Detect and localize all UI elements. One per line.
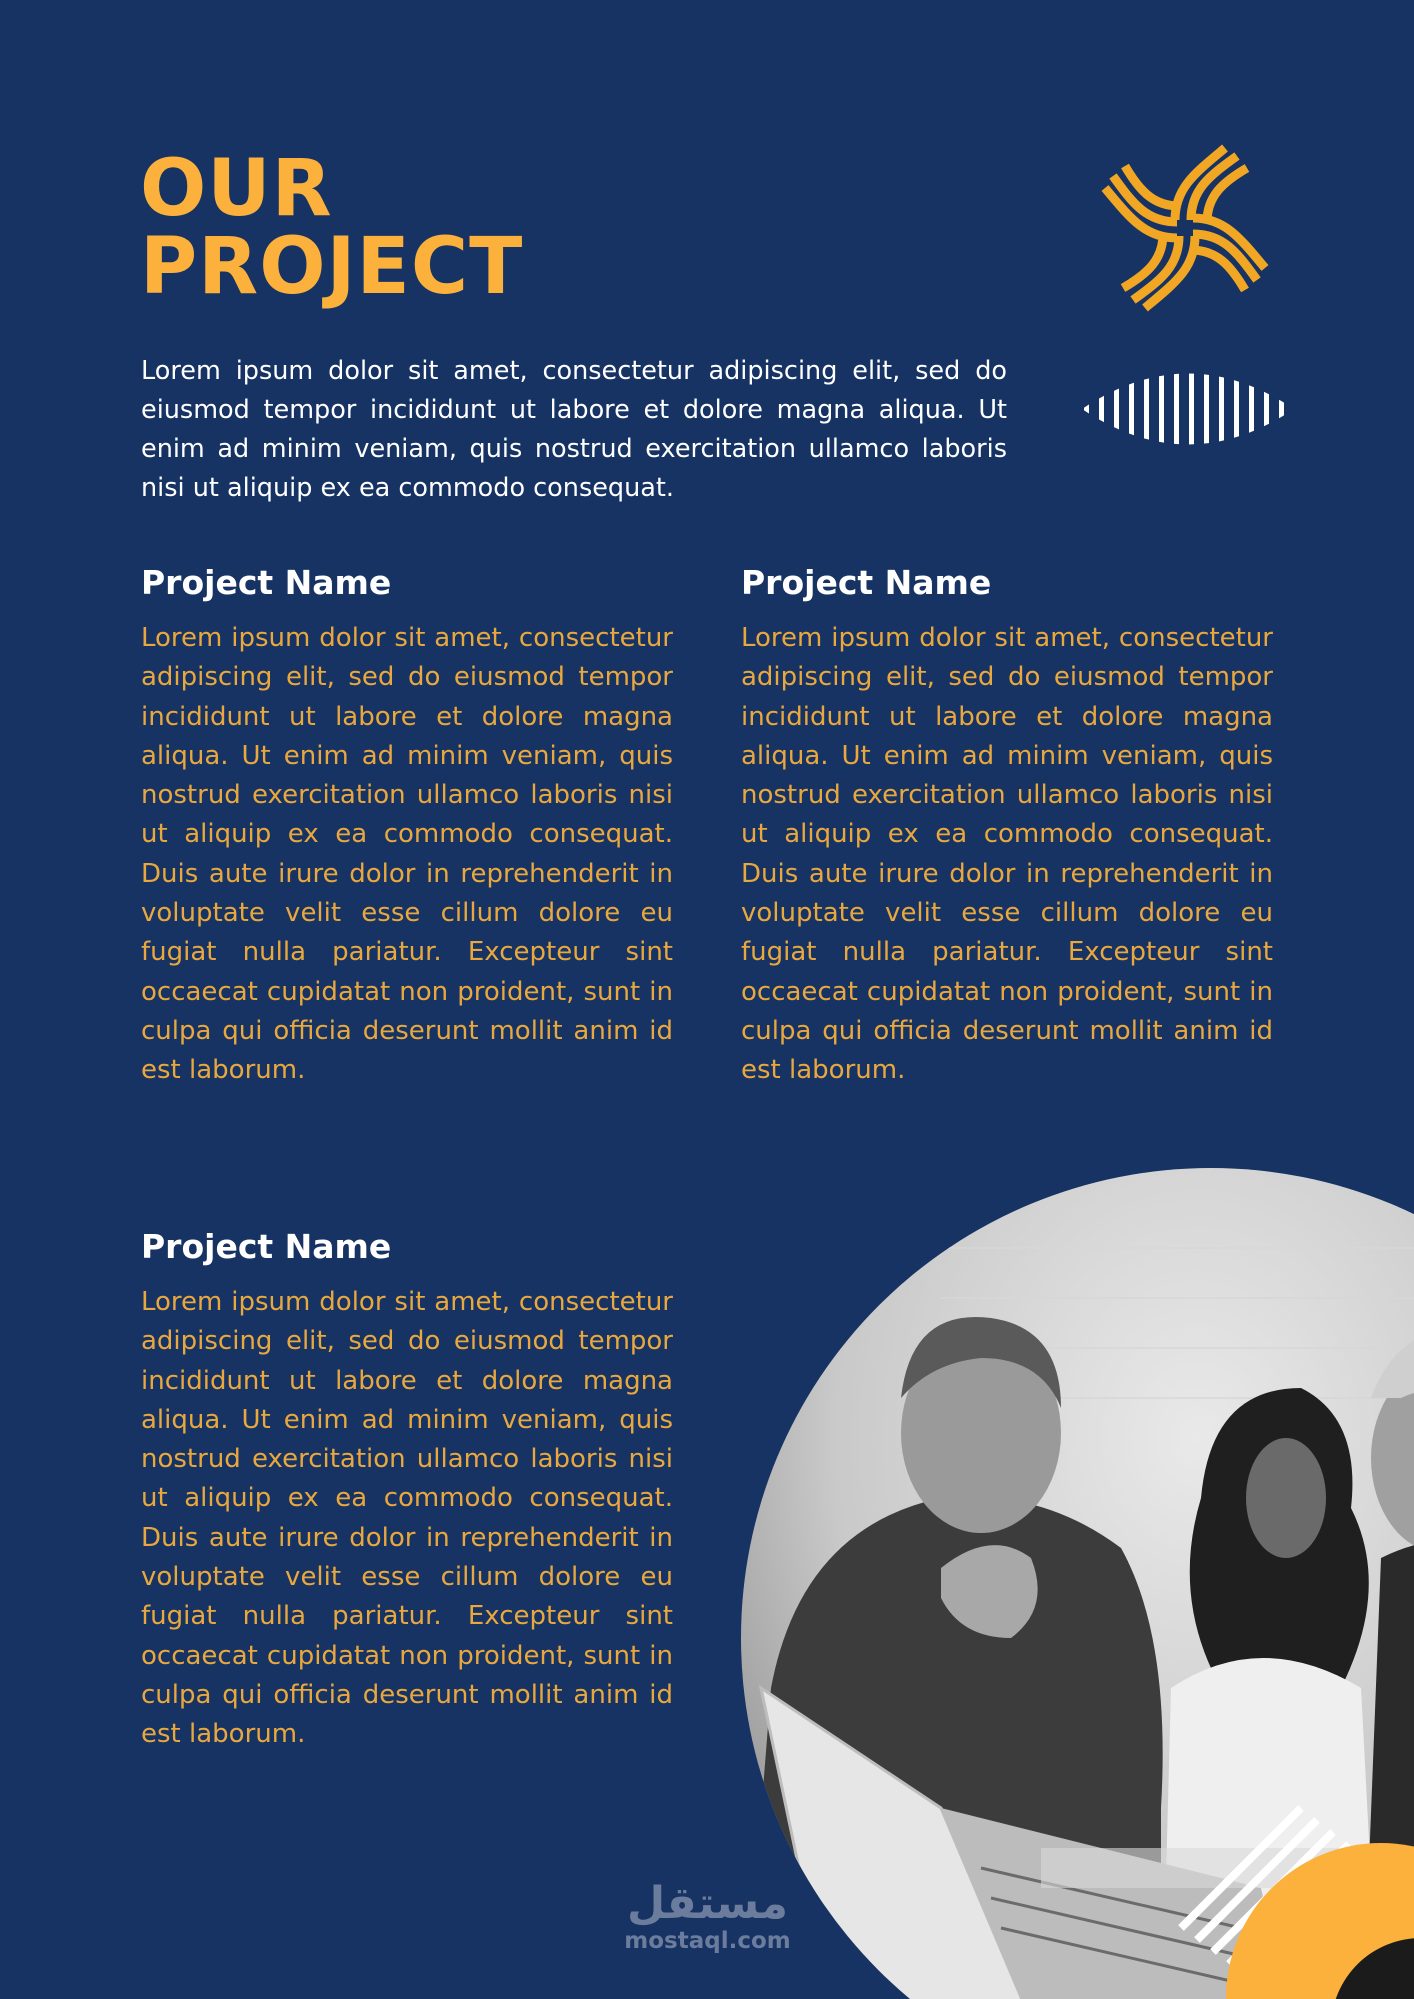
project-section-3 [141,1227,673,1755]
mostaql-watermark [620,1880,795,1954]
title-line-2: PROJECT [140,222,524,312]
vertical-stripes-icon [1082,358,1294,460]
intro-paragraph: Lorem ipsum dolor sit amet, consectetur adipiscing elit, sed do eiusmod tempor incididunt ut labore et dolore magna aliqua. Ut enim ad minim veniam, quis nostrud exercitation ullamco laboris nisi ut aliquip ex ea commodo consequat. [141,356,1007,503]
team-photo [741,1168,1414,1999]
project-section-1 [141,563,673,1091]
title-line-1: OUR [140,144,333,234]
project-section-2 [741,563,1273,1091]
project-description: Lorem ipsum dolor sit amet, consectetur adipiscing elit, sed do eiusmod tempor incididunt ut labore et dolore magna aliqua. Ut enim ad minim veniam, quis nostrud exercitation ullamco laboris nisi ut aliquip ex ea commodo consequat. Duis aute irure dolor in reprehenderit in voluptate velit esse cillum dolore eu fugiat nulla pariatur. Excepteur sint occaecat cupidatat non proident, sunt in culpa qui officia deserunt mollit anim id est laborum. [141,1287,673,1750]
watermark-arabic: مستقل [627,1878,788,1929]
project-name-heading: Project Name [741,563,992,602]
watermark-latin: mostaql.com [624,1928,791,1954]
project-name-heading: Project Name [141,1227,392,1266]
page-title [140,144,524,312]
project-description: Lorem ipsum dolor sit amet, consectetur adipiscing elit, sed do eiusmod tempor incididunt ut labore et dolore magna aliqua. Ut enim ad minim veniam, quis nostrud exercitation ullamco laboris nisi ut aliquip ex ea commodo consequat. Duis aute irure dolor in reprehenderit in voluptate velit esse cillum dolore eu fugiat nulla pariatur. Excepteur sint occaecat cupidatat non proident, sunt in culpa qui officia deserunt mollit anim id est laborum. [141,623,673,1086]
project-description: Lorem ipsum dolor sit amet, consectetur adipiscing elit, sed do eiusmod tempor incididunt ut labore et dolore magna aliqua. Ut enim ad minim veniam, quis nostrud exercitation ullamco laboris nisi ut aliquip ex ea commodo consequat. Duis aute irure dolor in reprehenderit in voluptate velit esse cillum dolore eu fugiat nulla pariatur. Excepteur sint occaecat cupidatat non proident, sunt in culpa qui officia deserunt mollit anim id est laborum. [741,623,1273,1086]
project-name-heading: Project Name [141,563,392,602]
interwoven-star-logo-icon [1095,138,1275,318]
